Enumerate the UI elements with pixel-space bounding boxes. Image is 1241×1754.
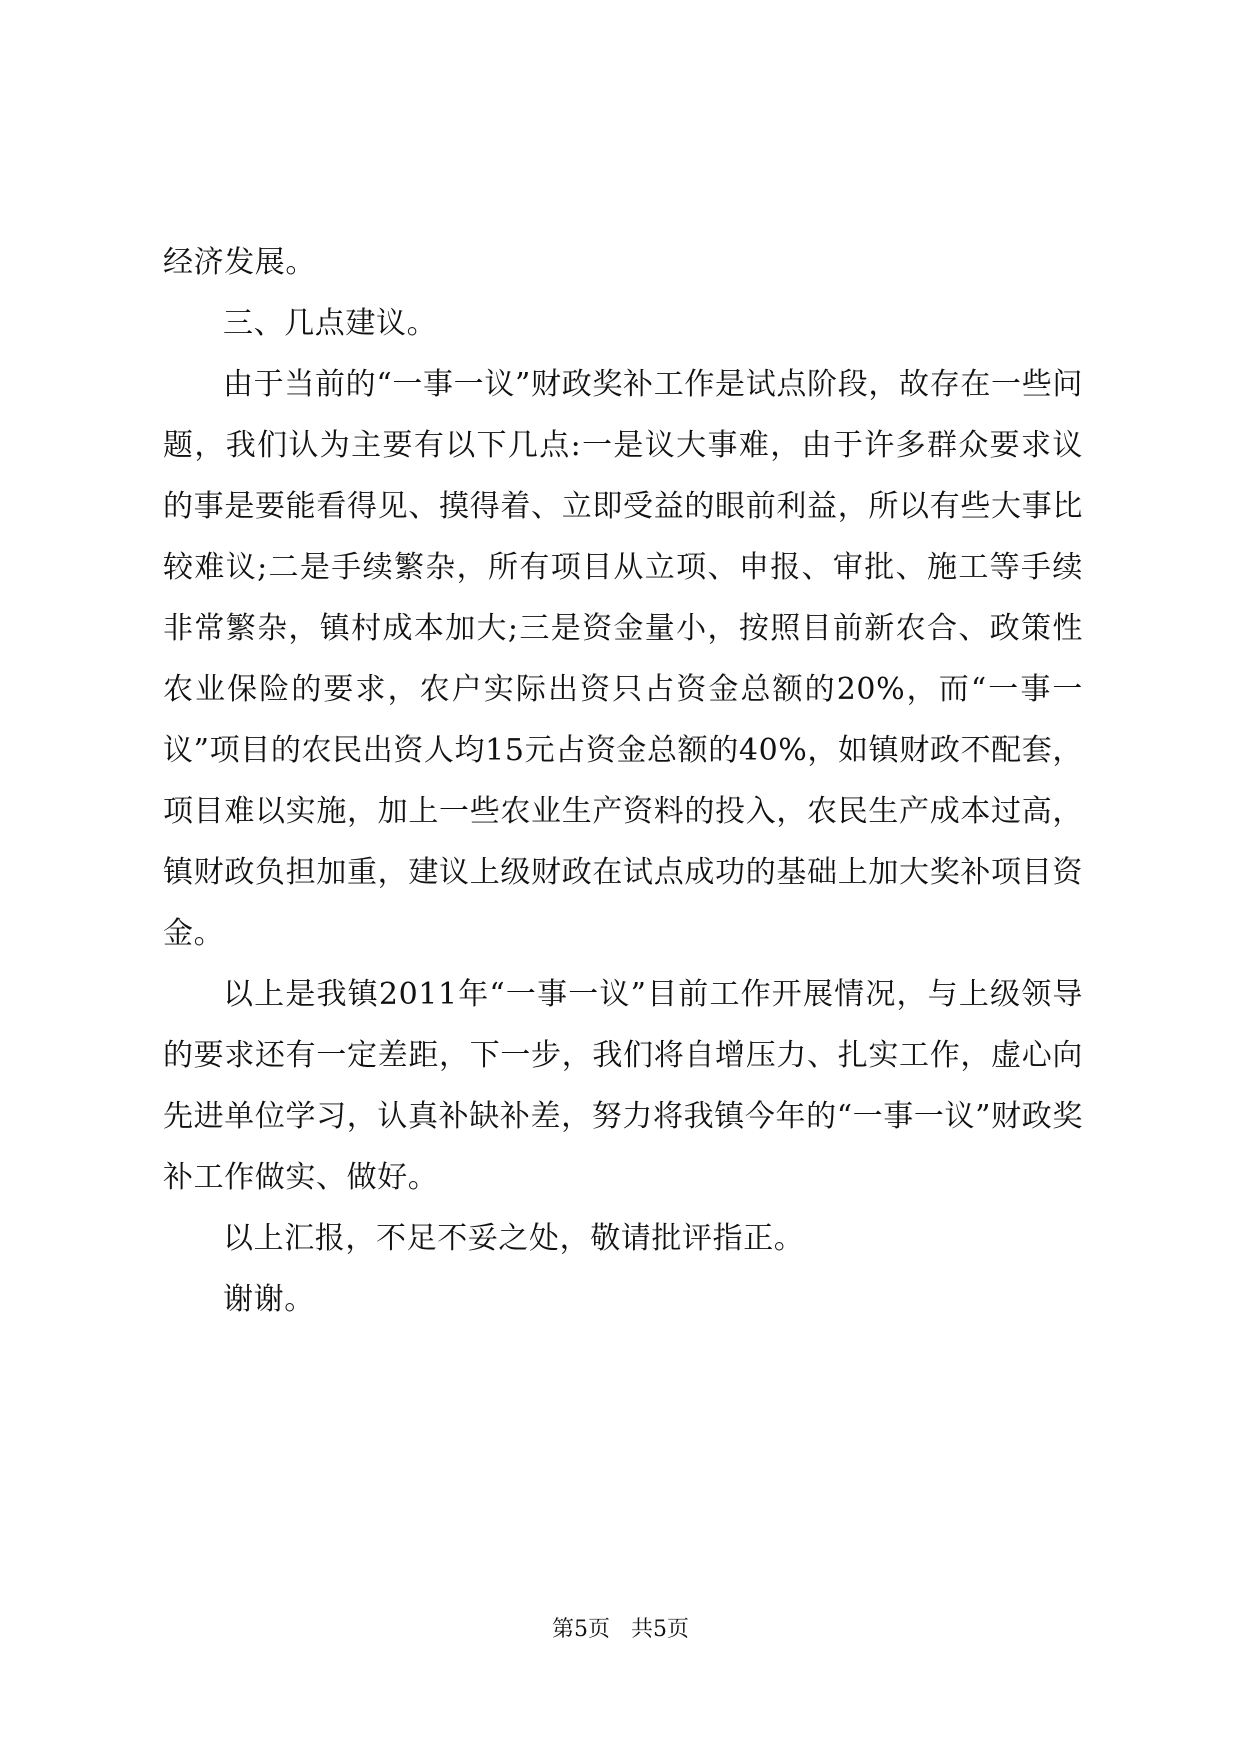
section-heading: 三、几点建议。 (223, 306, 438, 341)
paragraph-problems: 由于当前的“一事一议”财政奖补工作是试点阶段，故存在一些问题，我们认为主要有以下几点:一是议大事难，由于许多群众要求议的事是要能看得见、摸得着、立即受益的眼前利益，所以有些大事比较难议;二是手续繁杂，所有项目从立项、申报、审批、施工等手续非常繁杂，镇村成本加大;三是资金量小，按照目前新农合、政策性农业保险的要求，农户实际出资只占资金总额的20%，而“一事一议”项目的农民出资人均15元占资金总额的40%，如镇财政不配套，项目难以实施，加上一些农业生产资料的投入，农民生产成本过高，镇财政负担加重，建议上级财政在试点成功的基础上加大奖补项目资金。 (163, 367, 1083, 951)
page-number: 第5页 (552, 1617, 610, 1642)
page-footer (0, 1615, 1241, 1645)
paragraph-closing: 以上汇报，不足不妥之处，敬请批评指正。 (223, 1221, 805, 1256)
paragraph-continuation: 经济发展。 (163, 245, 316, 280)
paragraph-thanks: 谢谢。 (223, 1282, 315, 1317)
document-body (163, 232, 1083, 1330)
paragraph-summary: 以上是我镇2011年“一事一议”目前工作开展情况，与上级领导的要求还有一定差距，下一步，我们将自增压力、扎实工作，虚心向先进单位学习，认真补缺补差，努力将我镇今年的“一事一议”财政奖补工作做实、做好。 (163, 977, 1083, 1195)
page-total: 共5页 (631, 1617, 689, 1642)
